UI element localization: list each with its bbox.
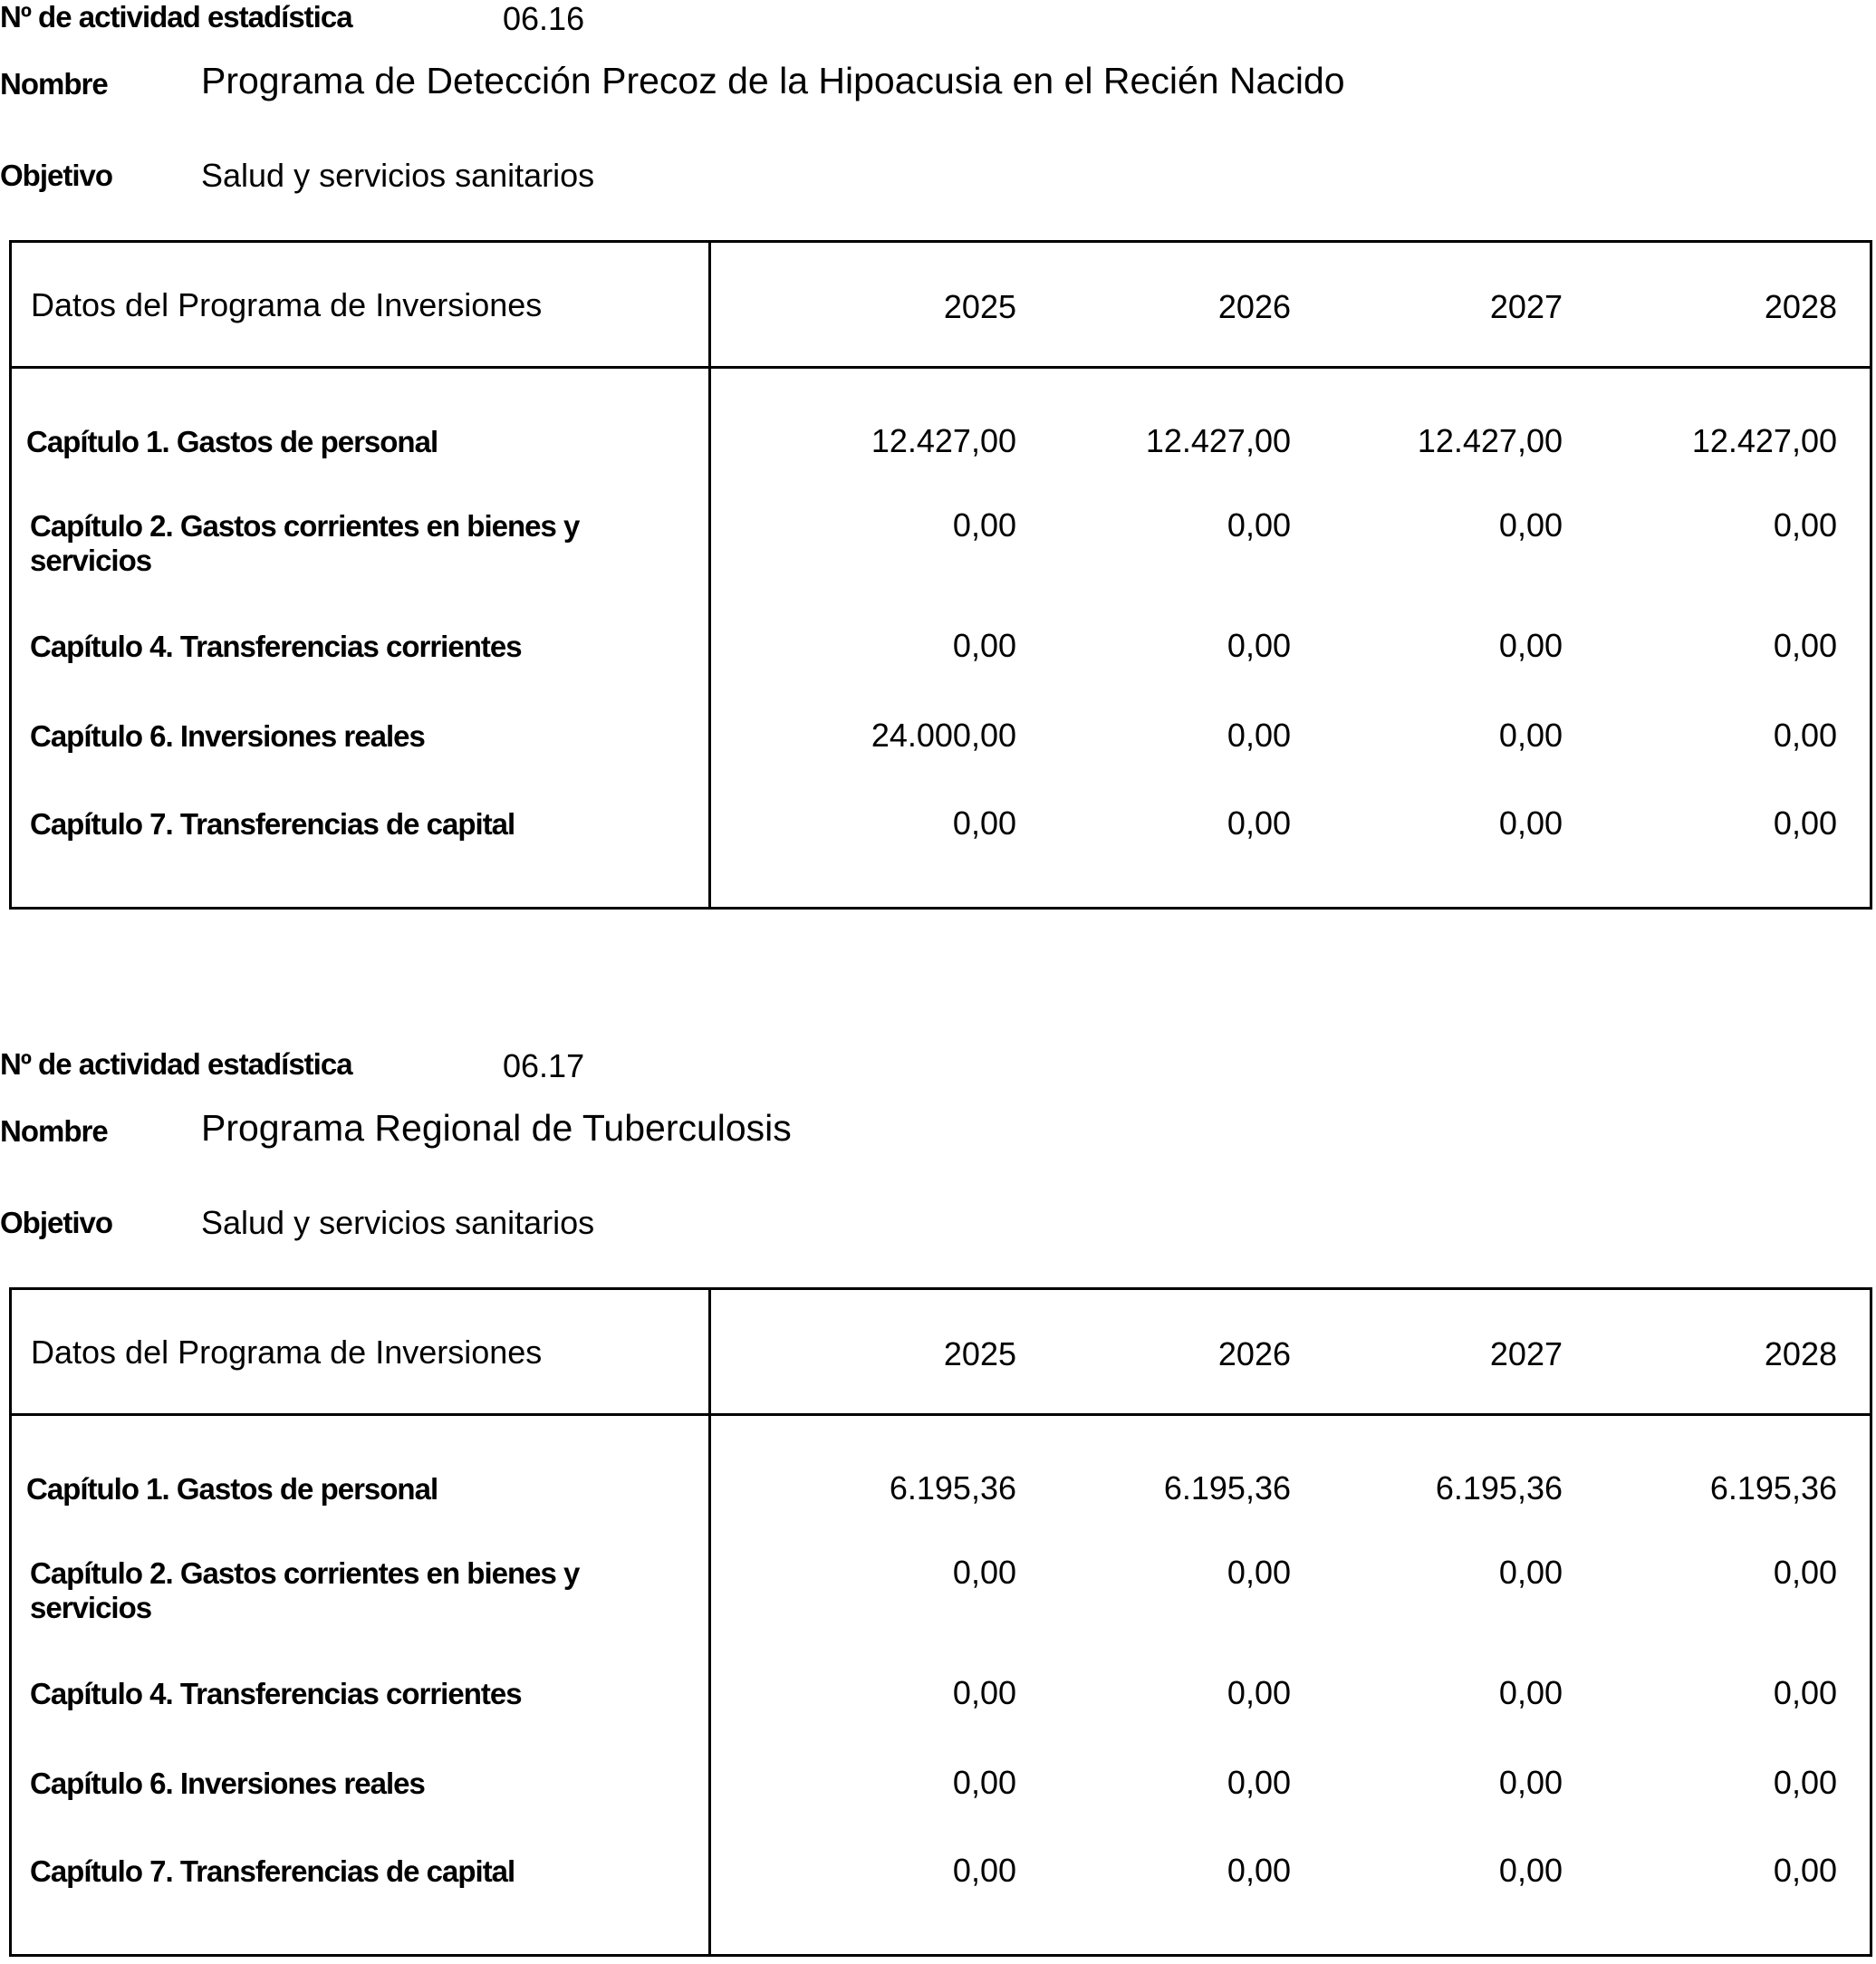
- year-header: 2026: [1217, 1335, 1291, 1372]
- year-header: 2028: [1764, 1335, 1837, 1372]
- table-cell: 12.427,00: [871, 422, 1016, 459]
- table-row-label: Capítulo 2. Gastos corrientes en bienes y: [30, 1556, 580, 1590]
- table-cell: 0,00: [1227, 717, 1291, 754]
- table-cell: 6.195,36: [1709, 1469, 1837, 1507]
- table-header-title: Datos del Programa de Inversiones: [31, 1333, 543, 1371]
- program-name: Programa de Detección Precoz de la Hipoacusia en el Recién Nacido: [201, 60, 1345, 101]
- table-cell: 0,00: [952, 627, 1016, 664]
- table-cell: 0,00: [952, 804, 1016, 842]
- year-header: 2026: [1217, 288, 1291, 325]
- table-cell: 12.427,00: [1417, 422, 1563, 459]
- table-cell: 6.195,36: [1163, 1469, 1291, 1507]
- investment-table: [9, 240, 1872, 910]
- table-cell: 0,00: [1773, 506, 1837, 544]
- table-header-title: Datos del Programa de Inversiones: [31, 286, 543, 323]
- investment-table: [9, 1287, 1872, 1957]
- table-row-label: Capítulo 4. Transferencias corrientes: [30, 630, 522, 663]
- activity-number: 06.17: [503, 1047, 585, 1084]
- year-header: 2025: [943, 1335, 1016, 1372]
- table-cell: 0,00: [1498, 1674, 1563, 1711]
- table-divider-vertical: [708, 243, 711, 907]
- table-cell: 0,00: [952, 506, 1016, 544]
- table-row-label-continuation: servicios: [30, 1591, 152, 1624]
- table-cell: 0,00: [1773, 1852, 1837, 1889]
- table-cell: 12.427,00: [1145, 422, 1291, 459]
- year-header: 2027: [1489, 1335, 1563, 1372]
- table-row-label: Capítulo 7. Transferencias de capital: [30, 807, 515, 841]
- table-row-label: Capítulo 4. Transferencias corrientes: [30, 1677, 522, 1710]
- table-cell: 6.195,36: [1435, 1469, 1563, 1507]
- table-divider-horizontal: [12, 366, 1870, 369]
- activity-number-label: Nº de actividad estadística: [0, 1047, 352, 1081]
- activity-block: [0, 1047, 1876, 1962]
- objective-label: Objetivo: [0, 159, 113, 192]
- year-header: 2025: [943, 288, 1016, 325]
- table-cell: 0,00: [1498, 804, 1563, 842]
- name-label: Nombre: [0, 1114, 108, 1148]
- table-cell: 0,00: [1773, 804, 1837, 842]
- table-cell: 0,00: [1227, 627, 1291, 664]
- objective-label: Objetivo: [0, 1206, 113, 1239]
- table-cell: 0,00: [1773, 1674, 1837, 1711]
- table-row-label: Capítulo 2. Gastos corrientes en bienes y: [30, 509, 580, 543]
- table-divider-horizontal: [12, 1413, 1870, 1416]
- table-cell: 0,00: [1498, 627, 1563, 664]
- table-cell: 0,00: [1227, 1554, 1291, 1591]
- table-cell: 0,00: [1773, 1554, 1837, 1591]
- table-row-label: Capítulo 1. Gastos de personal: [26, 1472, 438, 1506]
- table-cell: 24.000,00: [871, 717, 1016, 754]
- table-cell: 0,00: [1773, 717, 1837, 754]
- objective-value: Salud y servicios sanitarios: [201, 1204, 595, 1241]
- table-cell: 0,00: [1227, 1852, 1291, 1889]
- year-header: 2027: [1489, 288, 1563, 325]
- table-row-label: Capítulo 6. Inversiones reales: [30, 719, 425, 753]
- table-cell: 0,00: [1773, 627, 1837, 664]
- table-row-label: Capítulo 7. Transferencias de capital: [30, 1854, 515, 1888]
- table-cell: 0,00: [952, 1674, 1016, 1711]
- table-cell: 6.195,36: [889, 1469, 1016, 1507]
- table-row-label-continuation: servicios: [30, 544, 152, 577]
- activity-number: 06.16: [503, 0, 585, 37]
- table-cell: 0,00: [1773, 1764, 1837, 1801]
- table-cell: 0,00: [1498, 1852, 1563, 1889]
- year-header: 2028: [1764, 288, 1837, 325]
- table-row-label: Capítulo 1. Gastos de personal: [26, 425, 438, 458]
- table-row-label: Capítulo 6. Inversiones reales: [30, 1767, 425, 1800]
- objective-value: Salud y servicios sanitarios: [201, 157, 595, 194]
- table-cell: 0,00: [1498, 506, 1563, 544]
- table-cell: 0,00: [1227, 804, 1291, 842]
- program-name: Programa Regional de Tuberculosis: [201, 1107, 792, 1149]
- table-cell: 0,00: [952, 1554, 1016, 1591]
- activity-number-label: Nº de actividad estadística: [0, 0, 352, 34]
- name-label: Nombre: [0, 67, 108, 101]
- table-cell: 0,00: [952, 1852, 1016, 1889]
- table-cell: 0,00: [1227, 506, 1291, 544]
- table-cell: 0,00: [1227, 1764, 1291, 1801]
- activity-block: [0, 0, 1876, 915]
- table-cell: 0,00: [1227, 1674, 1291, 1711]
- table-divider-vertical: [708, 1290, 711, 1954]
- table-cell: 0,00: [1498, 1554, 1563, 1591]
- table-cell: 0,00: [1498, 717, 1563, 754]
- table-cell: 0,00: [1498, 1764, 1563, 1801]
- table-cell: 12.427,00: [1691, 422, 1837, 459]
- table-cell: 0,00: [952, 1764, 1016, 1801]
